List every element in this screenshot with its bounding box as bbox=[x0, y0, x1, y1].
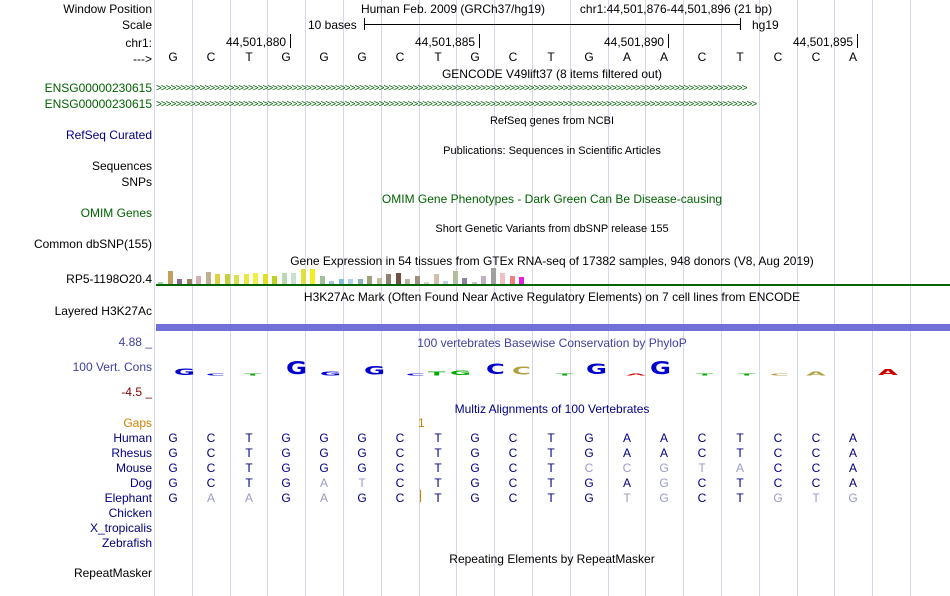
species-label[interactable]: Rhesus bbox=[111, 446, 152, 460]
alignment-base: C bbox=[206, 431, 216, 445]
alignment-base: A bbox=[319, 491, 328, 505]
gtex-bar[interactable] bbox=[367, 276, 372, 284]
reference-base: T bbox=[245, 50, 253, 64]
species-label[interactable]: Dog bbox=[129, 476, 152, 490]
phylop-letter: T bbox=[244, 373, 262, 377]
window-position-label: Window Position bbox=[63, 2, 152, 16]
alignment-base: A bbox=[622, 446, 631, 460]
reference-base: G bbox=[168, 50, 178, 64]
alignment-base: T bbox=[547, 476, 555, 490]
gtex-bar[interactable] bbox=[386, 274, 391, 284]
gtex-baseline bbox=[156, 284, 950, 286]
scale-bar-right-tick bbox=[740, 18, 741, 30]
alignment-base: C bbox=[811, 431, 821, 445]
gtex-track-title: Gene Expression in 54 tissues from GTEx RNA-seq of 17382 samples, 948 donors (V8, Aug 2019) bbox=[290, 254, 814, 268]
alignment-base: C bbox=[206, 461, 216, 475]
alignment-base: G bbox=[470, 476, 480, 490]
alignment-base: G bbox=[848, 491, 858, 505]
alignment-base: T bbox=[736, 431, 744, 445]
gtex-bar[interactable] bbox=[434, 274, 439, 284]
assembly-text: Human Feb. 2009 (GRCh37/hg19) bbox=[360, 2, 546, 16]
alignment-base: C bbox=[773, 446, 783, 460]
phylop-letter: G bbox=[286, 356, 308, 379]
reference-base: A bbox=[622, 50, 631, 64]
snps-track-label[interactable]: SNPs bbox=[121, 175, 152, 189]
alignment-base: C bbox=[395, 431, 405, 445]
phylop-letter: T bbox=[696, 373, 714, 377]
phylop-letter: G bbox=[320, 370, 342, 377]
alignment-base: G bbox=[168, 476, 178, 490]
alignment-base: G bbox=[281, 446, 291, 460]
coordinate-label: 44,501,885 bbox=[415, 35, 476, 49]
alignment-base: T bbox=[547, 491, 555, 505]
reference-base: G bbox=[357, 50, 367, 64]
alignment-base: T bbox=[736, 491, 744, 505]
phylop-track-title: 100 vertebrates Basewise Conservation by PhyloP bbox=[417, 336, 687, 350]
gene-label-1[interactable]: ENSG00000230615 bbox=[44, 81, 152, 95]
alignment-base: A bbox=[659, 431, 668, 445]
alignment-base: A bbox=[848, 431, 857, 445]
gtex-bar[interactable] bbox=[225, 274, 230, 284]
alignment-base: C bbox=[622, 461, 632, 475]
gtex-bar[interactable] bbox=[301, 269, 306, 284]
reference-base: G bbox=[584, 50, 594, 64]
gtex-bar[interactable] bbox=[491, 268, 496, 284]
h3k27ac-signal-bar[interactable] bbox=[156, 324, 950, 331]
gtex-bar[interactable] bbox=[234, 275, 239, 284]
species-label[interactable]: Zebrafish bbox=[101, 536, 152, 550]
gaps-label: Gaps bbox=[123, 416, 152, 430]
gtex-track-label[interactable]: RP5-1198O20.4 bbox=[66, 272, 152, 286]
alignment-base: C bbox=[773, 461, 783, 475]
alignment-base: C bbox=[697, 491, 707, 505]
phylop-letter: T bbox=[428, 370, 446, 377]
coordinate-label: 44,501,895 bbox=[793, 35, 854, 49]
phylop-letter: A bbox=[806, 370, 826, 377]
alignment-base: G bbox=[584, 491, 594, 505]
h3k27ac-track-label[interactable]: Layered H3K27Ac bbox=[54, 304, 152, 318]
phylop-letter: C bbox=[406, 373, 425, 377]
alignment-base: A bbox=[319, 476, 328, 490]
phylop-letter: G bbox=[450, 369, 472, 377]
alignment-base: C bbox=[508, 446, 518, 460]
alignment-base: T bbox=[547, 446, 555, 460]
track-label-column bbox=[0, 0, 154, 596]
alignment-base: T bbox=[245, 476, 253, 490]
alignment-base: T bbox=[736, 476, 744, 490]
alignment-base: T bbox=[434, 491, 442, 505]
alignment-base: T bbox=[698, 461, 706, 475]
alignment-base: G bbox=[319, 461, 329, 475]
alignment-base: A bbox=[848, 461, 857, 475]
alignment-base: C bbox=[697, 446, 707, 460]
alignment-base: G bbox=[470, 431, 480, 445]
reference-base: T bbox=[736, 50, 744, 64]
alignment-base: C bbox=[395, 446, 405, 460]
coordinate-tick bbox=[857, 34, 858, 48]
alignment-base: C bbox=[395, 491, 405, 505]
alignment-base: G bbox=[470, 491, 480, 505]
gtex-bar[interactable] bbox=[244, 274, 249, 284]
reference-base: C bbox=[395, 50, 405, 64]
omim-track-title: OMIM Gene Phenotypes - Dark Green Can Be Disease-causing bbox=[381, 192, 723, 206]
alignment-base: C bbox=[697, 431, 707, 445]
gtex-bar[interactable] bbox=[500, 273, 505, 284]
alignment-base: G bbox=[281, 431, 291, 445]
alignment-base: T bbox=[434, 431, 442, 445]
gene-feature-1[interactable]: >>>>>>>>>>>>>>>>>>>>>>>>>>>>>>>>>>>>>>>>>>>>>>>>>>>>>>>>>>>>>>>>>>>>>>>>>>>>>>>>>>>>>>>>>>>>>>>>>>>>>>>>>>>>>>>>>>>>>>>>>> bbox=[156, 84, 747, 93]
alignment-base: G bbox=[281, 461, 291, 475]
reference-base: A bbox=[848, 50, 857, 64]
gtex-bar[interactable] bbox=[196, 276, 201, 284]
alignment-base: A bbox=[622, 476, 631, 490]
gtex-bar[interactable] bbox=[168, 271, 173, 284]
strand-arrow-label: ---> bbox=[133, 52, 152, 66]
alignment-base: T bbox=[547, 461, 555, 475]
alignment-base: G bbox=[470, 446, 480, 460]
alignment-base: G bbox=[659, 461, 669, 475]
species-label[interactable]: Elephant bbox=[104, 491, 152, 505]
alignment-base: T bbox=[736, 446, 744, 460]
reference-base: C bbox=[697, 50, 707, 64]
phylop-letter: C bbox=[512, 365, 531, 378]
phylop-letter: G bbox=[586, 361, 608, 378]
sequences-track-label[interactable]: Sequences bbox=[91, 159, 152, 173]
scale-text: 10 bases bbox=[308, 18, 357, 32]
phylop-letter: C bbox=[206, 373, 225, 377]
alignment-base: G bbox=[168, 461, 178, 475]
alignment-base: C bbox=[508, 476, 518, 490]
chr-label: chr1: bbox=[125, 36, 152, 50]
alignment-base: T bbox=[358, 476, 366, 490]
reference-base: T bbox=[434, 50, 442, 64]
reference-base: T bbox=[547, 50, 555, 64]
dbsnp-track-label[interactable]: Common dbSNP(155) bbox=[33, 237, 152, 251]
alignment-base: A bbox=[735, 461, 744, 475]
reference-base: G bbox=[470, 50, 480, 64]
alignment-base: C bbox=[697, 476, 707, 490]
alignment-base: G bbox=[281, 491, 291, 505]
gtex-bar[interactable] bbox=[206, 272, 211, 284]
gtex-bar[interactable] bbox=[396, 273, 401, 284]
gene-feature-2[interactable]: >>>>>>>>>>>>>>>>>>>>>>>>>>>>>>>>>>>>>>>>>>>>>>>>>>>>>>>>>>>>>>>>>>>>>>>>>>>>>>>>>>>>>>>>>>>>>>>>>>>>>>>>>>>>>>>>>>>>>>>>>>>> bbox=[156, 100, 757, 109]
phylop-letter: A bbox=[878, 367, 898, 377]
alignment-base: C bbox=[773, 431, 783, 445]
alignment-base: T bbox=[434, 461, 442, 475]
gtex-bar[interactable] bbox=[481, 276, 486, 284]
alignment-base: C bbox=[811, 461, 821, 475]
alignment-base: G bbox=[470, 461, 480, 475]
alignment-base: A bbox=[622, 431, 631, 445]
alignment-base: A bbox=[659, 446, 668, 460]
alignment-base: G bbox=[357, 446, 367, 460]
gtex-bar[interactable] bbox=[291, 273, 296, 284]
gtex-bar[interactable] bbox=[310, 269, 315, 284]
alignment-base: C bbox=[395, 476, 405, 490]
multiz-track-title: Multiz Alignments of 100 Vertebrates bbox=[454, 402, 650, 416]
gtex-bar[interactable] bbox=[510, 276, 515, 284]
phylop-letter: G bbox=[174, 366, 196, 378]
alignment-base: T bbox=[245, 431, 253, 445]
alignment-base: G bbox=[168, 446, 178, 460]
phylop-letter: A bbox=[626, 373, 646, 377]
alignment-base: G bbox=[357, 491, 367, 505]
phylop-letter: T bbox=[556, 373, 574, 377]
scale-db-text: hg19 bbox=[752, 18, 779, 32]
coordinate-label: 44,501,890 bbox=[604, 35, 665, 49]
alignment-base: C bbox=[811, 446, 821, 460]
alignment-base: A bbox=[206, 491, 215, 505]
h3k27ac-track-title: H3K27Ac Mark (Often Found Near Active Regulatory Elements) on 7 cell lines from ENCODE bbox=[303, 290, 801, 304]
species-label[interactable]: X_tropicalis bbox=[89, 521, 152, 535]
position-text: chr1:44,501,876-44,501,896 (21 bp) bbox=[579, 2, 773, 16]
species-label[interactable]: Mouse bbox=[115, 461, 152, 475]
alignment-base: C bbox=[206, 476, 216, 490]
phylop-letter: G bbox=[650, 356, 672, 379]
alignment-base: G bbox=[584, 431, 594, 445]
reference-base: C bbox=[508, 50, 518, 64]
gtex-bar[interactable] bbox=[253, 273, 258, 284]
phylop-track-label[interactable]: 100 Vert. Cons bbox=[72, 360, 152, 374]
alignment-base: T bbox=[623, 491, 631, 505]
gtex-bar[interactable] bbox=[453, 271, 458, 284]
alignment-base: T bbox=[245, 461, 253, 475]
gtex-bar[interactable] bbox=[215, 274, 220, 284]
scale-bar-left-tick bbox=[364, 18, 365, 30]
coordinate-label: 44,501,880 bbox=[226, 35, 287, 49]
dbsnp-track-title: Short Genetic Variants from dbSNP release 155 bbox=[435, 223, 669, 235]
phylop-letter: C bbox=[770, 373, 789, 377]
species-label[interactable]: Human bbox=[113, 431, 152, 445]
gtex-bar[interactable] bbox=[415, 276, 420, 284]
gtex-bar[interactable] bbox=[272, 276, 277, 284]
gencode-track-title: GENCODE V49lift37 (8 items filtered out) bbox=[441, 67, 663, 81]
alignment-base: G bbox=[659, 476, 669, 490]
alignment-base: A bbox=[848, 476, 857, 490]
alignment-base: G bbox=[773, 491, 783, 505]
alignment-base: T bbox=[245, 446, 253, 460]
reference-base: C bbox=[206, 50, 216, 64]
gtex-bar[interactable] bbox=[263, 274, 268, 284]
grid-line bbox=[154, 0, 155, 596]
gene-label-2[interactable]: ENSG00000230615 bbox=[44, 97, 152, 111]
alignment-base: G bbox=[281, 476, 291, 490]
alignment-base: G bbox=[168, 491, 178, 505]
refseq-track-label[interactable]: RefSeq Curated bbox=[65, 128, 152, 142]
alignment-base: T bbox=[812, 491, 820, 505]
alignment-base: C bbox=[584, 461, 594, 475]
coordinate-tick bbox=[668, 34, 669, 48]
gtex-bar[interactable] bbox=[320, 276, 325, 284]
gtex-bar[interactable] bbox=[519, 277, 524, 284]
coordinate-tick bbox=[479, 34, 480, 48]
alignment-base: G bbox=[319, 446, 329, 460]
alignment-base: G bbox=[357, 461, 367, 475]
alignment-base: T bbox=[434, 446, 442, 460]
reference-base: C bbox=[811, 50, 821, 64]
phylop-max-label: 4.88 _ bbox=[118, 335, 152, 349]
alignment-base: G bbox=[168, 431, 178, 445]
alignment-base: C bbox=[395, 461, 405, 475]
phylop-letter: C bbox=[486, 361, 505, 378]
reference-base: C bbox=[773, 50, 783, 64]
alignment-base: G bbox=[659, 491, 669, 505]
alignment-base: C bbox=[206, 446, 216, 460]
phylop-letter: T bbox=[738, 373, 756, 377]
alignment-base: C bbox=[508, 431, 518, 445]
alignment-base: C bbox=[508, 491, 518, 505]
alignment-base: A bbox=[848, 446, 857, 460]
alignment-base: G bbox=[584, 446, 594, 460]
reference-base: A bbox=[659, 50, 668, 64]
scale-bar-line bbox=[364, 24, 740, 25]
scale-label: Scale bbox=[121, 18, 152, 32]
alignment-base: A bbox=[244, 491, 253, 505]
repeatmasker-track-label[interactable]: RepeatMasker bbox=[73, 566, 152, 580]
alignment-base: G bbox=[319, 431, 329, 445]
publications-track-title: Publications: Sequences in Scientific Articles bbox=[443, 145, 661, 157]
coordinate-tick bbox=[290, 34, 291, 48]
elephant-insertion-marker bbox=[420, 490, 421, 502]
alignment-base: T bbox=[547, 431, 555, 445]
gtex-bar[interactable] bbox=[282, 273, 287, 284]
alignment-base: C bbox=[811, 476, 821, 490]
species-label[interactable]: Chicken bbox=[108, 506, 152, 520]
phylop-letter: G bbox=[364, 363, 386, 378]
alignment-base: C bbox=[508, 461, 518, 475]
gap-marker: 1 bbox=[418, 416, 425, 430]
alignment-base: C bbox=[773, 476, 783, 490]
alignment-base: T bbox=[434, 476, 442, 490]
alignment-base: G bbox=[584, 476, 594, 490]
repeatmasker-track-title: Repeating Elements by RepeatMasker bbox=[449, 552, 655, 566]
reference-base: G bbox=[281, 50, 291, 64]
omim-track-label[interactable]: OMIM Genes bbox=[80, 206, 152, 220]
refseq-track-title: RefSeq genes from NCBI bbox=[489, 115, 615, 127]
reference-base: G bbox=[319, 50, 329, 64]
phylop-min-label: -4.5 _ bbox=[121, 385, 152, 399]
alignment-base: G bbox=[357, 431, 367, 445]
